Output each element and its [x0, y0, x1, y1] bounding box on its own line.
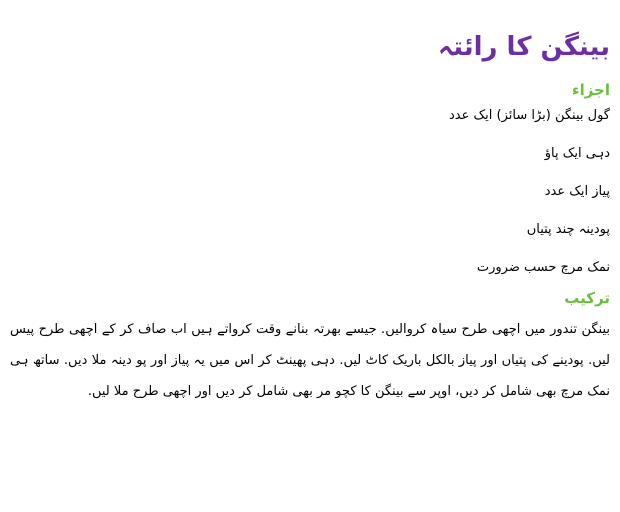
list-item: نمک مرچ حسب ضرورت — [476, 260, 610, 275]
recipe-title: بینگن کا رائتہ — [438, 32, 610, 62]
list-item: پودینہ چند پتیاں — [526, 222, 610, 237]
list-item: گول بینگن (بڑا سائز) ایک عدد — [449, 108, 610, 123]
ingredients-list — [10, 106, 610, 278]
method-heading: ترکیب — [564, 289, 610, 307]
method-paragraph: بینگن تندور میں اچھی طرح سیاہ کروالیں. جیسے بھرتہ بنانے وقت کرواتے ہیں اب صاف کر کے اچھی طرح پیس لیں. پودینے کی پتیاں اور پیاز بالکل باریک کاٹ لیں. دہی پھینٹ کر اس میں یہ پیاز اور پو دینہ ملا دیں. ساتھ ہی نمک مرچ بھی شامل کر دیں، اوپر سے بینگن کا کچو مر بھی شامل کر دیں اور اچھی طرح ملا لیں. — [10, 322, 610, 399]
list-item: دہی ایک پاؤ — [544, 146, 610, 161]
list-item: پیاز ایک عدد — [544, 184, 610, 199]
ingredients-heading: اجزاء — [571, 81, 610, 99]
